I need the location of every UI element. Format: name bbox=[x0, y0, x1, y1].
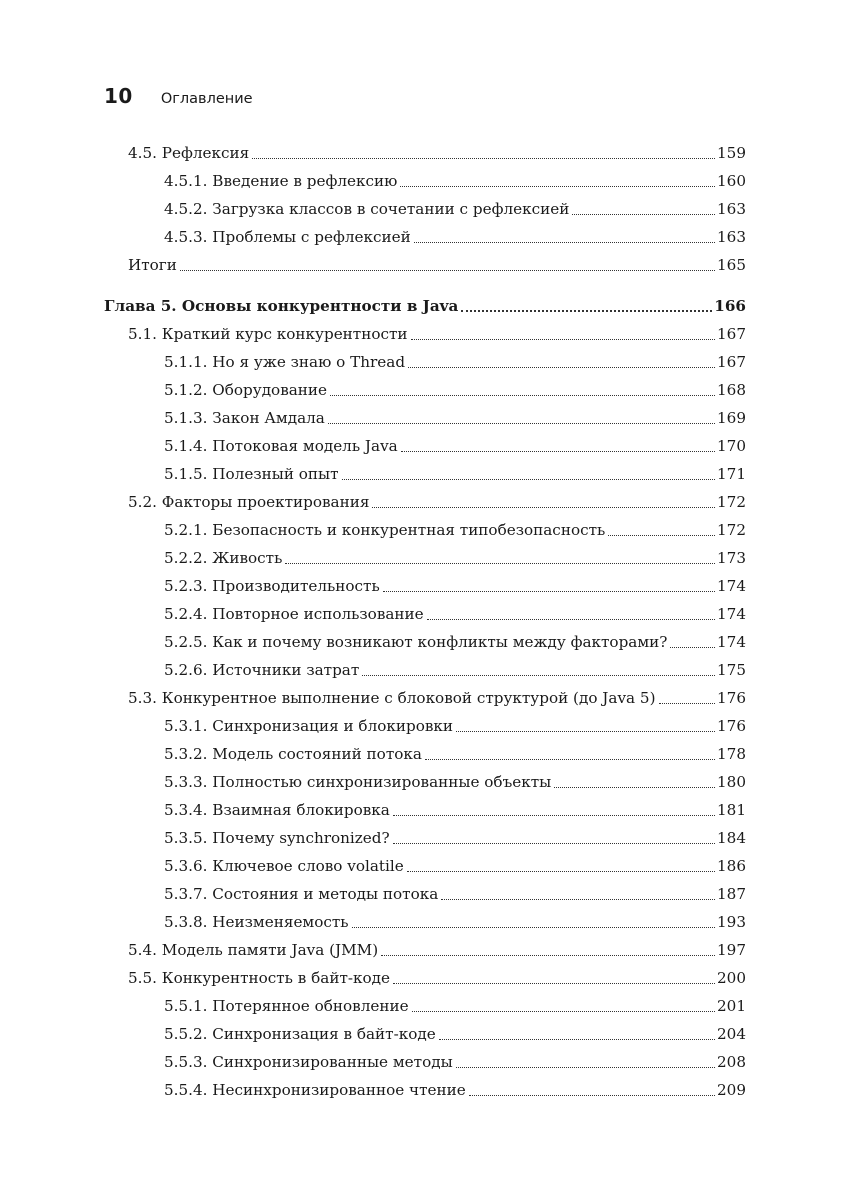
toc-entry-title: 5.3.4. Взаимная блокировка bbox=[164, 801, 390, 819]
toc-entry bbox=[104, 404, 746, 432]
toc-entry bbox=[104, 768, 746, 796]
toc-entry-page: 165 bbox=[717, 256, 746, 274]
toc-entry bbox=[104, 320, 746, 348]
dot-leader bbox=[441, 898, 715, 900]
toc-entry bbox=[104, 488, 746, 516]
toc-entry-title: 4.5.2. Загрузка классов в сочетании с рефлексией bbox=[164, 200, 570, 218]
toc-entry bbox=[104, 992, 746, 1020]
toc-entry bbox=[104, 460, 746, 488]
toc-entry-title: 5.2. Факторы проектирования bbox=[128, 493, 370, 511]
dot-leader bbox=[572, 213, 715, 215]
dot-leader bbox=[608, 534, 715, 536]
dot-leader bbox=[352, 926, 715, 928]
toc-entry-title: 5.3. Конкурентное выполнение с блоковой структурой (до Java 5) bbox=[128, 689, 656, 707]
toc-entry-page: 208 bbox=[717, 1053, 746, 1071]
dot-leader bbox=[252, 157, 715, 159]
dot-leader bbox=[456, 1066, 715, 1068]
toc-entry-page: 168 bbox=[717, 381, 746, 399]
toc-entry-page: 186 bbox=[717, 857, 746, 875]
toc-entry-page: 172 bbox=[717, 493, 746, 511]
toc-entry-title: Глава 5. Основы конкурентности в Java bbox=[104, 297, 459, 315]
toc-entry-page: 159 bbox=[717, 144, 746, 162]
toc-entry bbox=[104, 656, 746, 684]
toc-entry-page: 181 bbox=[717, 801, 746, 819]
toc-entry-title: 5.1.3. Закон Амдала bbox=[164, 409, 325, 427]
toc-entry bbox=[104, 964, 746, 992]
toc-entry-page: 169 bbox=[717, 409, 746, 427]
toc-entry-title: 5.2.3. Производительность bbox=[164, 577, 380, 595]
toc-entry bbox=[104, 1048, 746, 1076]
toc-entry-title: 4.5.1. Введение в рефлексию bbox=[164, 172, 398, 190]
toc-entry-title: 5.2.6. Источники затрат bbox=[164, 661, 360, 679]
toc-entry-title: 4.5.3. Проблемы с рефлексией bbox=[164, 228, 411, 246]
toc-entry bbox=[104, 684, 746, 712]
toc-entry-title: 5.4. Модель памяти Java (JMM) bbox=[128, 941, 379, 959]
dot-leader bbox=[407, 870, 715, 872]
table-of-contents bbox=[104, 139, 746, 1104]
dot-leader bbox=[400, 185, 715, 187]
toc-entry-page: 173 bbox=[717, 549, 746, 567]
dot-leader bbox=[330, 394, 715, 396]
page-header bbox=[104, 84, 253, 114]
dot-leader bbox=[328, 422, 715, 424]
toc-entry bbox=[104, 628, 746, 656]
toc-entry-title: 5.1.1. Но я уже знаю о Thread bbox=[164, 353, 406, 371]
toc-entry-title: 5.2.4. Повторное использование bbox=[164, 605, 424, 623]
toc-entry-page: 184 bbox=[717, 829, 746, 847]
toc-entry-page: 163 bbox=[717, 228, 746, 246]
toc-entry bbox=[104, 824, 746, 852]
toc-entry-page: 160 bbox=[717, 172, 746, 190]
dot-leader bbox=[670, 646, 715, 648]
toc-entry-page: 174 bbox=[717, 633, 746, 651]
toc-entry bbox=[104, 544, 746, 572]
toc-entry-page: 209 bbox=[717, 1081, 746, 1099]
toc-entry-title: 5.3.1. Синхронизация и блокировки bbox=[164, 717, 454, 735]
toc-entry bbox=[104, 572, 746, 600]
toc-entry-page: 163 bbox=[717, 200, 746, 218]
dot-leader bbox=[180, 269, 715, 271]
page-number: 10 bbox=[104, 84, 133, 108]
toc-entry-title: 5.5. Конкурентность в байт-коде bbox=[128, 969, 390, 987]
dot-leader bbox=[439, 1038, 715, 1040]
dot-leader bbox=[362, 674, 715, 676]
toc-entry-page: 171 bbox=[717, 465, 746, 483]
toc-entry bbox=[104, 936, 746, 964]
toc-entry-page: 193 bbox=[717, 913, 746, 931]
toc-entry-title: 5.5.4. Несинхронизированное чтение bbox=[164, 1081, 466, 1099]
dot-leader bbox=[411, 338, 715, 340]
toc-entry bbox=[104, 139, 746, 167]
toc-entry bbox=[104, 195, 746, 223]
toc-entry-title: 5.3.7. Состояния и методы потока bbox=[164, 885, 439, 903]
toc-entry-title: 5.3.5. Почему synchronized? bbox=[164, 829, 390, 847]
toc-entry bbox=[104, 740, 746, 768]
running-title: Оглавление bbox=[160, 91, 253, 107]
toc-entry bbox=[104, 167, 746, 195]
dot-leader bbox=[383, 590, 715, 592]
toc-entry-page: 176 bbox=[717, 717, 746, 735]
toc-entry-title: 5.3.3. Полностью синхронизированные объекты bbox=[164, 773, 552, 791]
toc-entry bbox=[104, 796, 746, 824]
dot-leader bbox=[393, 842, 715, 844]
toc-entry-page: 176 bbox=[717, 689, 746, 707]
toc-entry-page: 167 bbox=[717, 325, 746, 343]
dot-leader bbox=[393, 814, 715, 816]
toc-chapter-entry bbox=[104, 292, 746, 320]
dot-leader bbox=[659, 702, 716, 704]
toc-entry-title: 5.1.2. Оборудование bbox=[164, 381, 328, 399]
dot-leader bbox=[408, 366, 715, 368]
toc-entry bbox=[104, 908, 746, 936]
toc-entry-page: 178 bbox=[717, 745, 746, 763]
dot-leader bbox=[412, 1010, 715, 1012]
dot-leader bbox=[393, 982, 715, 984]
toc-entry-title: 4.5. Рефлексия bbox=[128, 144, 250, 162]
toc-entry bbox=[104, 432, 746, 460]
toc-entry-page: 174 bbox=[717, 577, 746, 595]
toc-entry-title: 5.3.8. Неизменяемость bbox=[164, 913, 349, 931]
dot-leader bbox=[342, 478, 715, 480]
toc-entry-title: 5.1. Краткий курс конкурентности bbox=[128, 325, 408, 343]
toc-entry-title: 5.5.1. Потерянное обновление bbox=[164, 997, 409, 1015]
toc-entry-page: 174 bbox=[717, 605, 746, 623]
toc-entry-title: 5.1.5. Полезный опыт bbox=[164, 465, 339, 483]
dot-leader bbox=[554, 786, 715, 788]
toc-entry-title: 5.3.2. Модель состояний потока bbox=[164, 745, 422, 763]
toc-entry-title: 5.1.4. Потоковая модель Java bbox=[164, 437, 398, 455]
toc-entry-page: 166 bbox=[714, 297, 746, 315]
toc-entry bbox=[104, 852, 746, 880]
dot-leader bbox=[381, 954, 715, 956]
toc-entry-title: Итоги bbox=[128, 256, 177, 274]
toc-entry bbox=[104, 251, 746, 279]
toc-entry-page: 170 bbox=[717, 437, 746, 455]
toc-entry bbox=[104, 600, 746, 628]
toc-entry-page: 204 bbox=[717, 1025, 746, 1043]
toc-entry bbox=[104, 880, 746, 908]
dot-leader bbox=[372, 506, 715, 508]
toc-entry-title: 5.2.2. Живость bbox=[164, 549, 283, 567]
toc-entry bbox=[104, 712, 746, 740]
toc-entry-title: 5.5.2. Синхронизация в байт-коде bbox=[164, 1025, 436, 1043]
dot-leader bbox=[456, 730, 715, 732]
dot-leader bbox=[401, 450, 715, 452]
toc-entry-page: 187 bbox=[717, 885, 746, 903]
toc-entry-title: 5.3.6. Ключевое слово volatile bbox=[164, 857, 404, 875]
toc-entry-page: 180 bbox=[717, 773, 746, 791]
toc-entry-page: 197 bbox=[717, 941, 746, 959]
toc-entry bbox=[104, 376, 746, 404]
toc-entry-page: 200 bbox=[717, 969, 746, 987]
toc-entry-page: 167 bbox=[717, 353, 746, 371]
toc-entry bbox=[104, 1020, 746, 1048]
dot-leader bbox=[414, 241, 715, 243]
toc-entry-title: 5.2.5. Как и почему возникают конфликты между факторами? bbox=[164, 633, 668, 651]
toc-entry-title: 5.5.3. Синхронизированные методы bbox=[164, 1053, 453, 1071]
toc-entry-page: 172 bbox=[717, 521, 746, 539]
dot-leader bbox=[469, 1094, 715, 1096]
toc-entry-title: 5.2.1. Безопасность и конкурентная типобезопасность bbox=[164, 521, 606, 539]
toc-entry bbox=[104, 348, 746, 376]
dot-leader bbox=[285, 562, 715, 564]
toc-entry bbox=[104, 223, 746, 251]
toc-entry bbox=[104, 1076, 746, 1104]
toc-entry bbox=[104, 516, 746, 544]
dot-leader bbox=[461, 309, 712, 312]
toc-entry-page: 201 bbox=[717, 997, 746, 1015]
dot-leader bbox=[427, 618, 715, 620]
toc-entry-page: 175 bbox=[717, 661, 746, 679]
dot-leader bbox=[425, 758, 715, 760]
